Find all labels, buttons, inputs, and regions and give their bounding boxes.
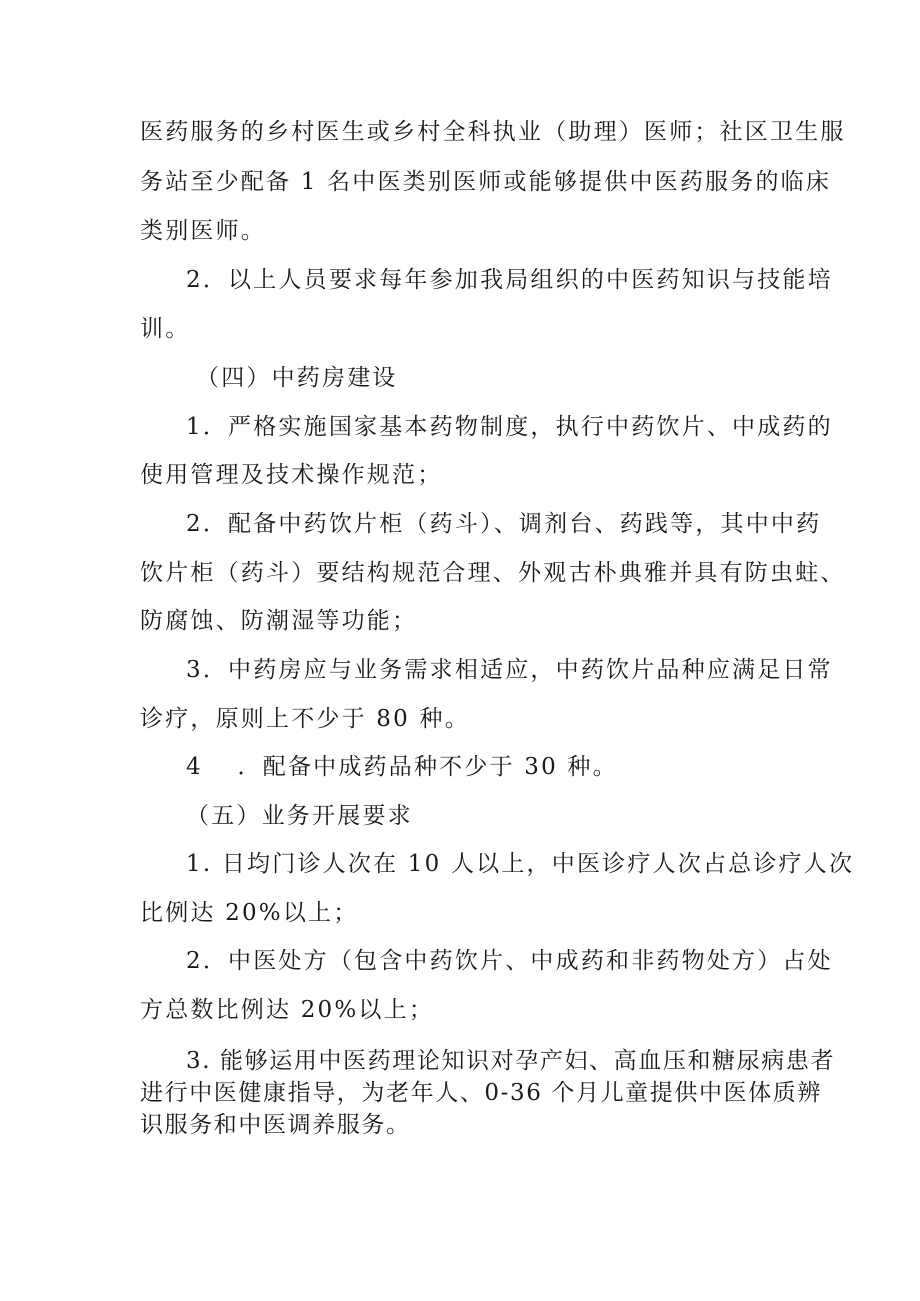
text-line: 防腐蚀、防潮湿等功能；	[140, 608, 418, 634]
text-line: 类别医师。	[140, 218, 266, 244]
text-line: 1. 日均门诊人次在 10 人以上，中医诊疗人次占总诊疗人次	[186, 851, 855, 877]
text-line: 3. 能够运用中医药理论知识对孕产妇、高血压和糖尿病患者	[186, 1048, 836, 1074]
text-line: 训。	[140, 316, 191, 342]
text-line: 饮片柜（药斗）要结构规范合理、外观古朴典雅并具有防虫蛀、	[140, 560, 846, 586]
text-line: 使用管理及技术操作规范；	[140, 462, 443, 488]
text-line: 2．中医处方（包含中药饮片、中成药和非药物处方）占处	[186, 948, 833, 974]
text-line: 方总数比例达 20%以上；	[140, 997, 435, 1023]
text-line: 医药服务的乡村医生或乡村全科执业（助理）医师；社区卫生服	[140, 119, 846, 145]
text-line: 识服务和中医调养服务。	[140, 1112, 411, 1138]
text-line: 3．中药房应与业务需求相适应，中药饮片品种应满足日常	[186, 657, 833, 683]
text-line: 2．配备中药饮片柜（药斗）、调剂台、药践等，其中中药	[186, 511, 822, 537]
section-heading: （五）业务开展要求	[186, 803, 413, 829]
section-heading: （四）中药房建设	[196, 365, 398, 391]
text-line: 1．严格实施国家基本药物制度，执行中药饮片、中成药的	[186, 414, 833, 440]
text-line: 诊疗，原则上不少于 80 种。	[140, 706, 470, 732]
text-line: 务站至少配备 1 名中医类别医师或能够提供中医药服务的临床	[140, 169, 832, 195]
text-line: 2．以上人员要求每年参加我局组织的中医药知识与技能培	[186, 267, 833, 293]
text-line: 进行中医健康指导，为老年人、0-36 个月儿童提供中医体质辨	[140, 1080, 822, 1106]
text-line: 4 ．配备中成药品种不少于 30 种。	[186, 754, 618, 780]
text-line: 比例达 20%以上；	[140, 900, 359, 926]
